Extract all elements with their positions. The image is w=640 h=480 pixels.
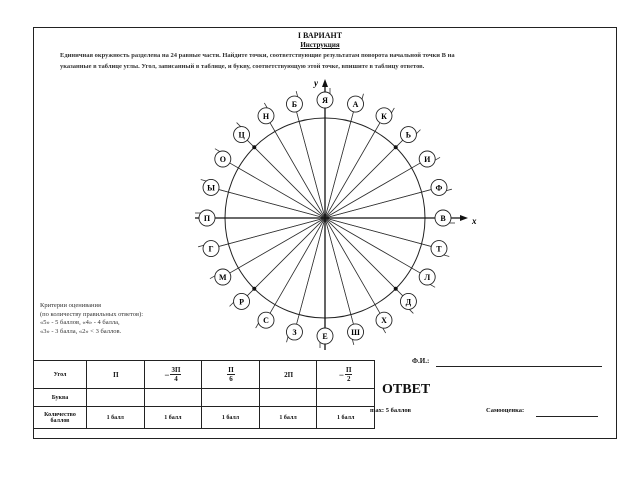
circle-letter: Г: [208, 244, 214, 254]
letter-tick: [409, 309, 413, 313]
letter-tick: [383, 328, 386, 333]
letter-tick: [256, 323, 259, 328]
circle-letter: Ц: [238, 130, 245, 140]
x-axis-label: x: [472, 216, 477, 226]
instructions-line-2: указанные в таблице углы. Угол, записанный в таблице, и букву, соответствующую этой точке, впишите в таблицу ответов.: [60, 63, 425, 70]
student-name-field[interactable]: [436, 366, 602, 367]
row-label-score: Количество баллов: [34, 407, 87, 429]
letter-tick: [215, 149, 220, 152]
letter-tick: [391, 108, 394, 113]
circle-letter: О: [219, 155, 226, 164]
angle-cell-5: − $\frac{\Pi}{2}$: [317, 361, 375, 389]
circle-letter: К: [381, 111, 387, 121]
circle-letter: С: [263, 316, 269, 326]
circle-point: [394, 287, 398, 291]
table-row-scores: [34, 407, 375, 429]
letter-answer-cell-5[interactable]: [317, 389, 375, 407]
circle-point: [252, 287, 256, 291]
letter-answer-cell-4[interactable]: [259, 389, 317, 407]
y-axis-arrow: [322, 79, 328, 87]
letter-tick: [362, 94, 364, 100]
circle-letter: Л: [424, 273, 431, 282]
circle-letter: Ф: [435, 183, 443, 193]
score-cell-5: 1 балл: [317, 407, 375, 429]
instructions-line-1: Единичная окружность разделена на 24 равные части. Найдите точки, соответствующие результатам поворота начальной точки В на: [60, 52, 455, 59]
letter-tick: [287, 336, 289, 342]
circle-letter: Ш: [351, 327, 360, 337]
score-cell-2: 1 балл: [144, 407, 202, 429]
student-name-label: Ф.И.:: [412, 357, 430, 365]
row-label-angle: Угол: [34, 361, 87, 389]
table-row-angles: [34, 361, 375, 389]
angle-cell-2: − $\frac{3\Pi}{4}$: [144, 361, 202, 389]
letter-tick: [264, 103, 267, 108]
letter-tick: [230, 302, 234, 306]
score-cell-4: 1 балл: [259, 407, 317, 429]
angle-cell-3: Π 6: [202, 361, 260, 389]
angle-cell-1: Π: [87, 361, 145, 389]
self-assessment-label: Самооценка:: [486, 407, 525, 414]
letter-answer-cell-2[interactable]: [144, 389, 202, 407]
circle-letter: В: [440, 214, 446, 223]
score-cell-1: 1 балл: [87, 407, 145, 429]
row-label-letter: Буква: [34, 389, 87, 407]
max-score-label: max: 5 баллов: [370, 407, 412, 414]
circle-letter: А: [352, 100, 359, 110]
circle-letter: Н: [262, 111, 270, 121]
answer-table: [33, 360, 375, 429]
letter-answer-cell-3[interactable]: [202, 389, 260, 407]
circle-point: [394, 145, 398, 149]
letter-answer-cell-1[interactable]: [87, 389, 145, 407]
answer-heading: ОТВЕТ: [382, 382, 431, 397]
y-axis-label: y: [314, 78, 318, 88]
circle-letter: Я: [322, 96, 328, 105]
grading-criteria: [40, 302, 200, 336]
variant-title: I ВАРИАНТ: [297, 31, 343, 40]
circle-letter: Б: [291, 100, 298, 110]
circle-letter: Р: [239, 297, 245, 307]
criteria-line-1: (по количеству правильных ответов):: [40, 310, 144, 318]
x-axis-arrow: [460, 215, 468, 221]
circle-letter: Т: [436, 244, 442, 254]
letter-tick: [201, 180, 207, 182]
letter-tick: [210, 276, 215, 279]
table-row-letters: [34, 389, 375, 407]
circle-letter: Д: [405, 297, 412, 307]
angle-cell-4: 2Π: [259, 361, 317, 389]
circle-letter: Ы: [207, 183, 215, 193]
criteria-title: Критерии оценивания: [40, 302, 102, 309]
circle-letter: П: [203, 214, 211, 223]
circle-letter: И: [424, 155, 431, 164]
letter-tick: [237, 123, 241, 127]
circle-letter: Х: [381, 316, 387, 326]
circle-letter: Е: [322, 332, 328, 341]
criteria-line-3: «3» - 3 балла, «2» < 3 баллов.: [40, 327, 122, 335]
circle-letter: Ь: [405, 130, 412, 140]
letter-tick: [443, 255, 449, 257]
self-assessment-field[interactable]: [536, 416, 598, 417]
letter-tick: [430, 284, 435, 287]
letter-tick: [416, 130, 420, 134]
circle-letter: З: [292, 327, 297, 337]
instruction-heading: Инструкция: [300, 41, 340, 49]
letter-tick: [435, 157, 440, 160]
circle-point: [252, 145, 256, 149]
criteria-line-2: «5» - 5 баллов, «4» - 4 балла,: [40, 319, 120, 326]
score-cell-3: 1 балл: [202, 407, 260, 429]
circle-letter: М: [219, 273, 227, 282]
